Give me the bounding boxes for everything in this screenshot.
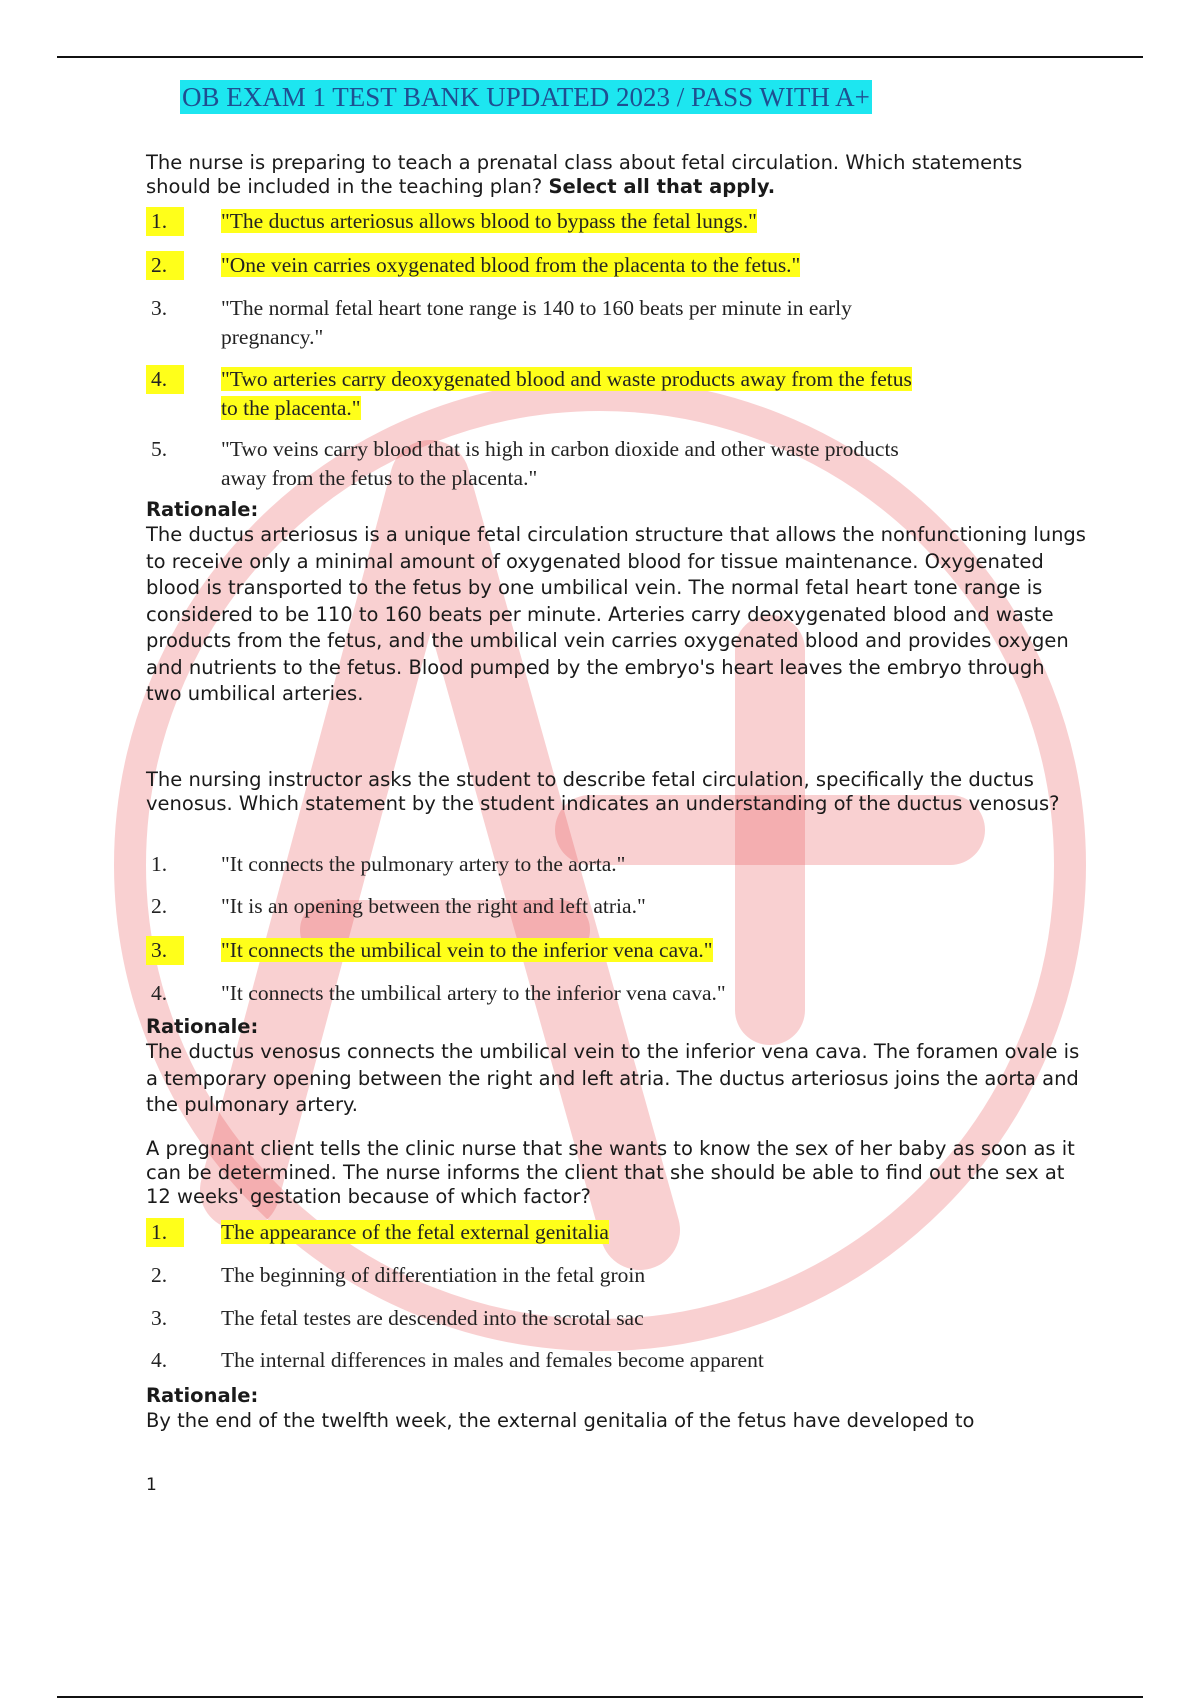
page-number: 1 bbox=[146, 1475, 157, 1495]
question-3-rationale: By the end of the twelfth week, the external genitalia of the fetus have developed to bbox=[146, 1409, 975, 1432]
option-number: 2. bbox=[151, 1263, 168, 1287]
option-number: 2. bbox=[151, 894, 168, 918]
question-3-rationale-label: Rationale: bbox=[146, 1384, 259, 1407]
top-rule bbox=[57, 56, 1143, 58]
question-1-stem-instruction: Select all that apply. bbox=[548, 175, 776, 198]
option-text: The internal differences in males and females become apparent bbox=[221, 1348, 764, 1372]
option-number: 4. bbox=[151, 1348, 168, 1372]
option-text: "One vein carries oxygenated blood from the placenta to the fetus." bbox=[221, 253, 801, 277]
bottom-rule bbox=[57, 1696, 1143, 1698]
option-text: "It connects the umbilical vein to the inferior vena cava." bbox=[221, 938, 713, 962]
question-2-rationale: The ductus venosus connects the umbilical vein to the inferior vena cava. The foramen ovale is a temporary opening between the right and left atria. The ductus arteriosus joins the aorta and the pulmonary artery. bbox=[146, 1040, 1080, 1116]
option-number: 2. bbox=[146, 251, 184, 280]
option-number: 3. bbox=[151, 296, 168, 320]
option-number: 5. bbox=[151, 437, 168, 461]
option-text: The appearance of the fetal external genitalia bbox=[221, 1220, 609, 1244]
option-number: 1. bbox=[151, 852, 168, 876]
option-text: "Two arteries carry deoxygenated blood and waste products away from the fetus to the placenta." bbox=[221, 367, 912, 420]
question-1-rationale-label: Rationale: bbox=[146, 498, 259, 521]
option-text: "It is an opening between the right and left atria." bbox=[221, 894, 646, 918]
option-text: The beginning of differentiation in the fetal groin bbox=[221, 1263, 646, 1287]
option-text: "The normal fetal heart tone range is 140 to 160 beats per minute in early pregnancy." bbox=[221, 296, 852, 349]
question-1-rationale: The ductus arteriosus is a unique fetal circulation structure that allows the nonfunctioning lungs to receive only a minimal amount of oxygenated blood for tissue maintenance. Oxygenated blood is transported to the fetus by one umbilical vein. The normal fetal heart tone range is considered to be 110 to 160 beats per minute. Arteries carry deoxygenated blood and waste products from the fetus, and the umbilical vein carries oxygenated blood and provides oxygen and nutrients to the fetus. Blood pumped by the embryo's heart leaves the embryo through two umbilical arteries. bbox=[146, 523, 1086, 705]
option-text: "It connects the umbilical artery to the inferior vena cava." bbox=[221, 981, 726, 1005]
option-text: The fetal testes are descended into the scrotal sac bbox=[221, 1306, 644, 1330]
option-text: "It connects the pulmonary artery to the aorta." bbox=[221, 852, 626, 876]
option-number: 4. bbox=[146, 365, 184, 394]
option-text: "The ductus arteriosus allows blood to bypass the fetal lungs." bbox=[221, 209, 757, 233]
question-2-stem: The nursing instructor asks the student to describe fetal circulation, specifically the ductus venosus. Which statement by the student indicates an understanding of the ductus venosus? bbox=[146, 768, 1060, 815]
question-2-rationale-label: Rationale: bbox=[146, 1015, 259, 1038]
option-number: 1. bbox=[146, 1218, 184, 1247]
question-1-stem bbox=[146, 151, 1086, 199]
question-3-stem: A pregnant client tells the clinic nurse that she wants to know the sex of her baby as soon as it can be determined. The nurse informs the client that she should be able to find out the sex at 12 weeks' gestation because of which factor? bbox=[146, 1137, 1075, 1208]
option-number: 4. bbox=[151, 981, 168, 1005]
option-number: 3. bbox=[151, 1306, 168, 1330]
option-text: "Two veins carry blood that is high in carbon dioxide and other waste products away from the fetus to the placenta." bbox=[221, 437, 899, 490]
option-number: 1. bbox=[146, 207, 184, 236]
document-title: OB EXAM 1 TEST BANK UPDATED 2023 / PASS WITH A+ bbox=[182, 82, 870, 112]
question-1-stem-text: The nurse is preparing to teach a prenatal class about fetal circulation. Which statements should be included in the teaching plan? bbox=[146, 151, 1023, 198]
option-number: 3. bbox=[146, 936, 184, 965]
